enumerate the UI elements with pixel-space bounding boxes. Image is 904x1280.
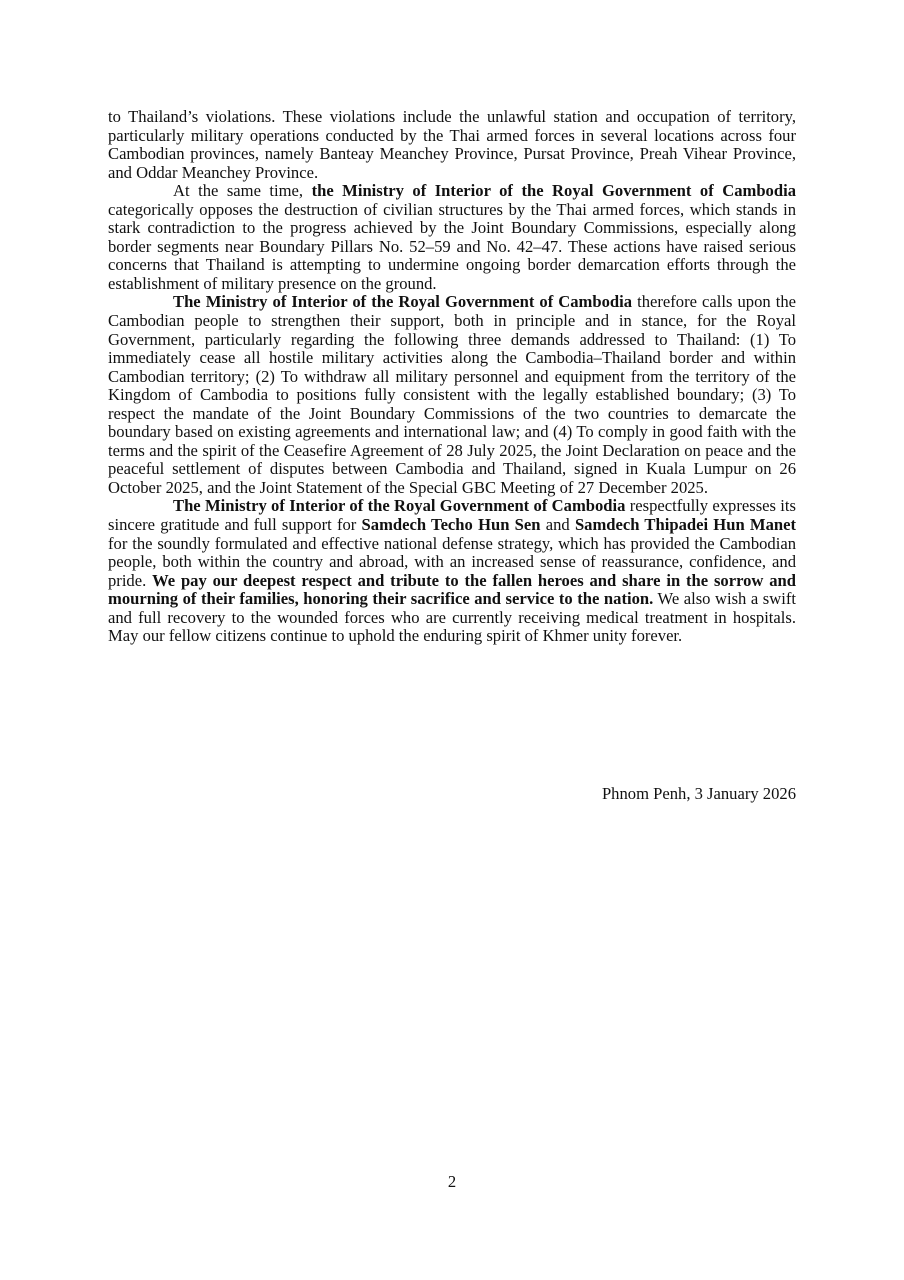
document-body — [108, 108, 796, 646]
text-segment: to Thailand’s violations. These violations include the unlawful station and occupation of territory, particularly military operations conducted by the Thai armed forces in several locations across four Cambodian provinces, namely Banteay Meanchey Province, Pursat Province, Preah Vihear Province, and Oddar Meanchey Province. — [108, 107, 796, 182]
page-number: 2 — [447, 1172, 457, 1191]
person-name: Samdech Techo Hun Sen — [361, 515, 541, 535]
person-name: Samdech Thipadei Hun Manet — [574, 515, 796, 535]
text-segment: for the soundly formulated and effective national defense strategy, which has provided the Cambodian people, both within the country and abroad, with an increased sense of reassurance, confidence, and pride. — [108, 533, 796, 590]
paragraph-gratitude — [108, 497, 796, 645]
text-segment: categorically opposes the destruction of civilian structures by the Thai armed forces, which stands in stark contradiction to the progress achieved by the Joint Boundary Commissions, especially along border segments near Boundary Pillars No. 52–59 and No. 42–47. These actions have raised serious concerns that Thailand is attempting to undermine ongoing border demarcation efforts through the establishment of military presence on the ground. — [108, 199, 796, 293]
paragraph-opposition — [108, 182, 796, 293]
ministry-name: the Ministry of Interior of the Royal Government of Cambodia — [311, 181, 796, 201]
text-segment: therefore calls upon the Cambodian people to strengthen their support, both in principle and in stance, for the Royal Government, particularly regarding the following three demands addressed to Thailand: (1) To immediately cease all hostile military activities along the Cambodia–Thailand border and within Cambodian territory; (2) To withdraw all military personnel and equipment from the territory of the Kingdom of Cambodia to positions fully consistent with the legally established boundary; (3) To respect the mandate of the Joint Boundary Commissions of the two countries to demarcate the boundary based on existing agreements and international law; and (4) To comply in good faith with the terms and the spirit of the Ceasefire Agreement of 28 July 2025, the Joint Declaration on peace and the peaceful settlement of disputes between Cambodia and Thailand, signed in Kuala Lumpur on 26 October 2025, and the Joint Statement of the Special GBC Meeting of 27 December 2025. — [108, 292, 796, 497]
text-segment: We also wish a swift and full recovery to the wounded forces who are currently receiving medical treatment in hospitals. May our fellow citizens continue to uphold the enduring spirit of Khmer unity forever. — [108, 589, 796, 646]
paragraph-violations — [108, 108, 796, 182]
text-segment: At the same time, — [173, 181, 312, 201]
ministry-name: The Ministry of Interior of the Royal Government of Cambodia — [173, 496, 626, 516]
ministry-name: The Ministry of Interior of the Royal Government of Cambodia — [173, 292, 633, 312]
text-segment: and — [540, 515, 575, 535]
place-and-date: Phnom Penh, 3 January 2026 — [601, 784, 796, 803]
paragraph-demands — [108, 293, 796, 497]
tribute-statement: We pay our deepest respect and tribute to the fallen heroes and share in the sorrow and mourning of their families, honoring their sacrifice and service to the nation. — [108, 570, 796, 609]
text-segment: respectfully expresses its sincere gratitude and full support for — [108, 496, 796, 535]
